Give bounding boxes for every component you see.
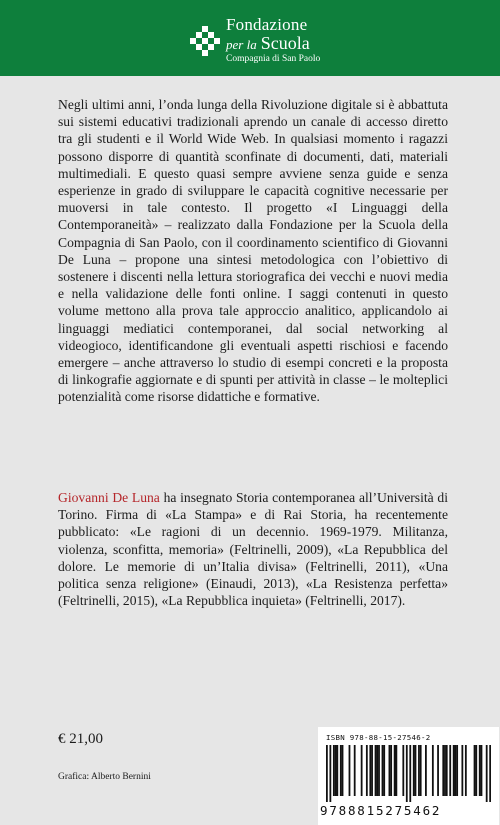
barcode-bar [371,745,373,796]
barcode-bar [326,745,328,802]
author-name: Giovanni De Luna [58,490,160,505]
barcode-bar [382,745,384,796]
barcode-bar [413,745,415,796]
barcode-bar [409,745,411,802]
barcode-bar [366,745,368,796]
barcode-bar [479,745,481,796]
barcode-bar [418,745,420,796]
barcode-bar [361,745,363,796]
barcode-bar [449,745,451,796]
barcode-bar [383,745,385,796]
barcode-bar [394,745,396,796]
barcode-bar [446,745,448,796]
barcode-bar [432,745,434,796]
author-bio [58,489,448,609]
barcode-bar [390,745,392,796]
barcode-bar [402,745,404,796]
barcode-bar [369,745,371,796]
ean-number: 9788815275462 [320,803,442,818]
isbn-number: ISBN 978-88-15-27546-2 [326,733,431,742]
graphic-credits: Grafica: Alberto Bernini [58,772,151,782]
barcode-bar [376,745,378,796]
barcode-bar [349,745,351,796]
barcode-bar [442,745,444,796]
barcode-bar [378,745,380,796]
barcode-bar [420,745,422,796]
checkered-logo-icon [190,26,220,56]
barcode-bar [336,745,338,796]
barcode-bar [474,745,476,796]
barcode-bar [455,745,457,796]
book-blurb: Negli ultimi anni, l’onda lunga della Rivoluzione digitale si è abbattuta sui sistemi educativi tradizionali aprendo un canale di accesso diretto tra gli studenti e il World Wide Web. In qualsiasi momento i ragazzi possono disporre di quantità sconfinate di documenti, dati, materiali multimediali. E questo quasi sempre avviene senza guide e senza esperienze in grado di sviluppare le capacità cognitive necessarie per muoversi in tale contesto. Il progetto «I Linguaggi della Contemporaneità» – realizzato dalla Fondazione per la Scuola della Compagnia di San Paolo, con il coordinamento scientifico di Giovanni De Luna – propone una sintesi metodologica con l’obiettivo di sostenere i discenti nella lettura storiografica dei vecchi e nuovi media e nella validazione delle fonti online. I saggi contenuti in questo volume mettono alla prova tale approccio analitico, applicandolo ai linguaggi mediatici contemporanei, dal social networking al videogioco, identificandone gli eventuali aspetti rischiosi e facendo emergere – anche attraverso lo studio di esempi concreti e la proposta di linkografie aggiornate e di spunti per attività in classe – le molteplici potenzialità come risorse didattiche e formative. [58,97,448,405]
barcode-bar [481,745,483,796]
barcode-bar [375,745,377,796]
barcode-bar [415,745,417,796]
logo-per-la: per la [226,37,257,52]
barcode-bar [335,745,337,796]
barcode-bar [437,745,439,796]
barcode-bar [486,745,488,802]
barcode-bar [453,745,455,796]
publisher-logo-text [226,16,320,65]
publisher-banner [0,0,500,76]
barcode-bar [395,745,397,796]
barcode-bar [354,745,356,796]
author-bio-text: ha insegnato Storia contemporanea all’Università di Torino. Firma di «La Stampa» e di Rai Storia, ha recentemente pubblicato: «Le ragioni di un decennio. 1969-1979. Militanza, violenza, sconfitta, memoria» (Feltrinelli, 2009), «La Repubblica del dolore. Le memorie di un’Italia divisa» (Feltrinelli, 2011), «Una politica senza religione» (Einaudi, 2013), «La Resistenza perfetta» (Feltrinelli, 2015), «La Repubblica inquieta» (Feltrinelli, 2017). [58,490,448,609]
barcode-bar [444,745,446,796]
barcode-bar [329,745,331,802]
barcode-bar [456,745,458,796]
logo-scuola: Scuola [260,33,310,53]
barcode-bars [326,745,491,802]
barcode-bar [333,745,335,796]
barcode-bar [425,745,427,796]
barcode-bar [389,745,391,796]
barcode-bar [465,745,467,796]
barcode-bar [461,745,463,796]
isbn-barcode [318,727,499,825]
barcode-bar [342,745,344,796]
price: € 21,00 [58,731,103,747]
logo-compagnia: Compagnia di San Paolo [226,54,321,64]
logo-fondazione: Fondazione [226,15,308,34]
logo-per-la-scuola [226,34,320,53]
barcode-bar [406,745,408,802]
barcode-bar [489,745,491,802]
barcode-bar [340,745,342,796]
barcode-bar [475,745,477,796]
